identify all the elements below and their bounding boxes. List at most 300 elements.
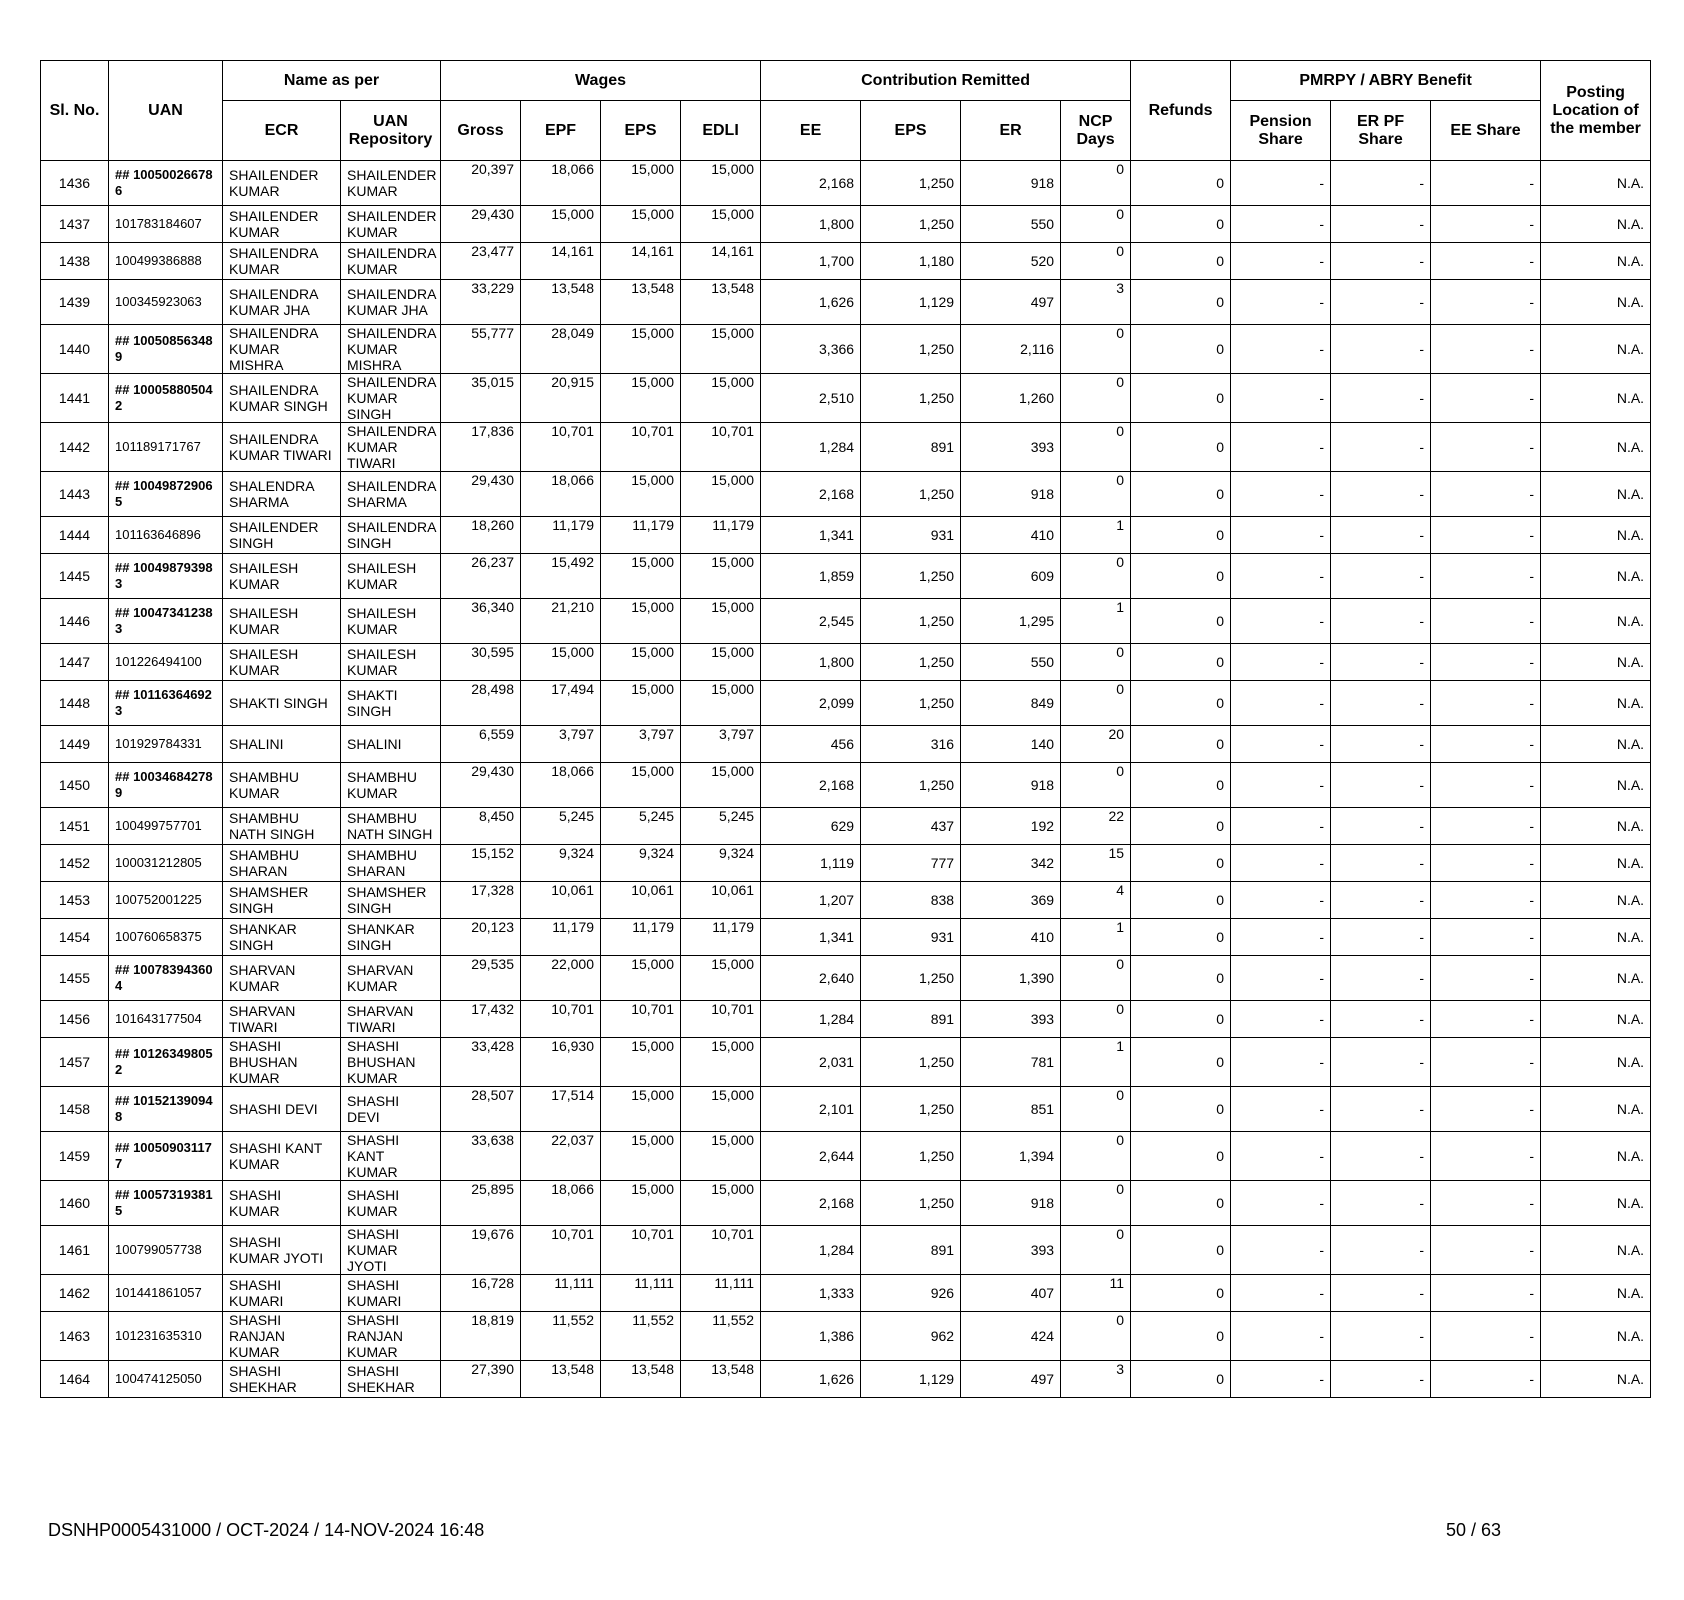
uan-cell: 100474125050 — [109, 1361, 223, 1398]
edli-wages-cell: 15,000 — [681, 374, 761, 423]
gross-wages-cell: 30,595 — [441, 644, 521, 681]
pension-share-cell: - — [1231, 161, 1331, 206]
er-contribution-cell: 369 — [961, 882, 1061, 919]
er-pf-share-cell: - — [1331, 726, 1431, 763]
ncp-days-cell: 0 — [1061, 472, 1131, 517]
document-reference: DSNHP0005431000 / OCT-2024 / 14-NOV-2024 16:48 — [48, 1520, 485, 1540]
eps-wages-cell: 15,000 — [601, 763, 681, 808]
sl-no-cell: 1460 — [41, 1181, 109, 1226]
pension-share-cell: - — [1231, 882, 1331, 919]
eps-wages-cell: 15,000 — [601, 1132, 681, 1181]
er-pf-share-cell: - — [1331, 1275, 1431, 1312]
eps-wages-cell: 13,548 — [601, 1361, 681, 1398]
posting-location-cell: N.A. — [1541, 808, 1651, 845]
er-pf-share-cell: - — [1331, 280, 1431, 325]
er-pf-share-cell: - — [1331, 325, 1431, 374]
posting-location-cell: N.A. — [1541, 1087, 1651, 1132]
eps-contribution-cell: 962 — [861, 1312, 961, 1361]
ncp-days-cell: 0 — [1061, 206, 1131, 243]
ncp-days-cell: 11 — [1061, 1275, 1131, 1312]
ecr-table — [40, 60, 1651, 1398]
ncp-days-cell: 0 — [1061, 644, 1131, 681]
ee-contribution-cell: 629 — [761, 808, 861, 845]
header-ncp-days: NCP Days — [1061, 101, 1131, 161]
posting-location-cell: N.A. — [1541, 763, 1651, 808]
ee-contribution-cell: 2,168 — [761, 763, 861, 808]
epf-wages-cell: 9,324 — [521, 845, 601, 882]
table-row — [41, 763, 1651, 808]
ecr-name-cell: SHASHI KUMARI — [223, 1275, 341, 1312]
edli-wages-cell: 11,111 — [681, 1275, 761, 1312]
ee-contribution-cell: 1,386 — [761, 1312, 861, 1361]
header-pmrpy-abry-benefit: PMRPY / ABRY Benefit — [1231, 61, 1541, 101]
ee-share-cell: - — [1431, 808, 1541, 845]
eps-contribution-cell: 1,250 — [861, 1087, 961, 1132]
epf-wages-cell: 11,179 — [521, 517, 601, 554]
ecr-name-cell: SHARVAN KUMAR — [223, 956, 341, 1001]
table-body — [41, 161, 1651, 1398]
eps-contribution-cell: 926 — [861, 1275, 961, 1312]
posting-location-cell: N.A. — [1541, 726, 1651, 763]
ncp-days-cell: 20 — [1061, 726, 1131, 763]
uan-repository-name-cell: SHAILESH KUMAR — [341, 644, 441, 681]
ee-share-cell: - — [1431, 206, 1541, 243]
er-contribution-cell: 497 — [961, 1361, 1061, 1398]
ecr-name-cell: SHAMBHU NATH SINGH — [223, 808, 341, 845]
eps-wages-cell: 10,061 — [601, 882, 681, 919]
ee-share-cell: - — [1431, 1275, 1541, 1312]
uan-cell: 100752001225 — [109, 882, 223, 919]
posting-location-cell: N.A. — [1541, 956, 1651, 1001]
pension-share-cell: - — [1231, 1038, 1331, 1087]
ee-contribution-cell: 2,545 — [761, 599, 861, 644]
eps-contribution-cell: 1,250 — [861, 763, 961, 808]
table-row — [41, 280, 1651, 325]
er-contribution-cell: 918 — [961, 472, 1061, 517]
posting-location-cell: N.A. — [1541, 472, 1651, 517]
uan-repository-name-cell: SHAILENDRA KUMAR JHA — [341, 280, 441, 325]
eps-wages-cell: 11,179 — [601, 517, 681, 554]
posting-location-cell: N.A. — [1541, 554, 1651, 599]
eps-contribution-cell: 1,250 — [861, 1038, 961, 1087]
table-row — [41, 956, 1651, 1001]
er-pf-share-cell: - — [1331, 956, 1431, 1001]
refunds-cell: 0 — [1131, 644, 1231, 681]
pension-share-cell: - — [1231, 206, 1331, 243]
ee-contribution-cell: 456 — [761, 726, 861, 763]
ee-contribution-cell: 1,626 — [761, 1361, 861, 1398]
pension-share-cell: - — [1231, 1001, 1331, 1038]
ee-contribution-cell: 2,644 — [761, 1132, 861, 1181]
ncp-days-cell: 0 — [1061, 681, 1131, 726]
ncp-days-cell: 0 — [1061, 1132, 1131, 1181]
table-row — [41, 517, 1651, 554]
er-contribution-cell: 393 — [961, 1001, 1061, 1038]
sl-no-cell: 1438 — [41, 243, 109, 280]
uan-cell: 100799057738 — [109, 1226, 223, 1275]
sl-no-cell: 1453 — [41, 882, 109, 919]
er-pf-share-cell: - — [1331, 919, 1431, 956]
eps-wages-cell: 15,000 — [601, 956, 681, 1001]
epf-wages-cell: 10,701 — [521, 423, 601, 472]
sl-no-cell: 1446 — [41, 599, 109, 644]
eps-wages-cell: 15,000 — [601, 1181, 681, 1226]
table-row — [41, 681, 1651, 726]
er-contribution-cell: 424 — [961, 1312, 1061, 1361]
er-contribution-cell: 192 — [961, 808, 1061, 845]
table-header — [41, 61, 1651, 161]
header-sl-no: Sl. No. — [41, 61, 109, 161]
edli-wages-cell: 15,000 — [681, 763, 761, 808]
header-er: ER — [961, 101, 1061, 161]
er-pf-share-cell: - — [1331, 1087, 1431, 1132]
refunds-cell: 0 — [1131, 919, 1231, 956]
ncp-days-cell: 0 — [1061, 1312, 1131, 1361]
ncp-days-cell: 0 — [1061, 243, 1131, 280]
epf-wages-cell: 13,548 — [521, 1361, 601, 1398]
gross-wages-cell: 29,430 — [441, 206, 521, 243]
ecr-name-cell: SHAILENDRA KUMAR SINGH — [223, 374, 341, 423]
sl-no-cell: 1449 — [41, 726, 109, 763]
uan-repository-name-cell: SHAILENDRA SHARMA — [341, 472, 441, 517]
header-eps: EPS — [601, 101, 681, 161]
pension-share-cell: - — [1231, 845, 1331, 882]
er-pf-share-cell: - — [1331, 808, 1431, 845]
er-contribution-cell: 1,295 — [961, 599, 1061, 644]
eps-wages-cell: 15,000 — [601, 554, 681, 599]
pension-share-cell: - — [1231, 919, 1331, 956]
uan-repository-name-cell: SHAILENDRA KUMAR SINGH — [341, 374, 441, 423]
refunds-cell: 0 — [1131, 1275, 1231, 1312]
ncp-days-cell: 0 — [1061, 1087, 1131, 1132]
ncp-days-cell: 1 — [1061, 599, 1131, 644]
ecr-name-cell: SHAILESH KUMAR — [223, 644, 341, 681]
sl-no-cell: 1463 — [41, 1312, 109, 1361]
uan-cell: 101231635310 — [109, 1312, 223, 1361]
er-contribution-cell: 342 — [961, 845, 1061, 882]
eps-wages-cell: 15,000 — [601, 1087, 681, 1132]
uan-cell: ## 10005880504 2 — [109, 374, 223, 423]
ncp-days-cell: 1 — [1061, 1038, 1131, 1087]
table-row — [41, 1361, 1651, 1398]
pension-share-cell: - — [1231, 763, 1331, 808]
eps-contribution-cell: 1,250 — [861, 161, 961, 206]
er-contribution-cell: 2,116 — [961, 325, 1061, 374]
er-contribution-cell: 1,260 — [961, 374, 1061, 423]
pension-share-cell: - — [1231, 1087, 1331, 1132]
ecr-name-cell: SHALENDRA SHARMA — [223, 472, 341, 517]
er-pf-share-cell: - — [1331, 423, 1431, 472]
gross-wages-cell: 36,340 — [441, 599, 521, 644]
gross-wages-cell: 29,430 — [441, 763, 521, 808]
ee-contribution-cell: 1,284 — [761, 423, 861, 472]
ee-contribution-cell: 1,700 — [761, 243, 861, 280]
gross-wages-cell: 23,477 — [441, 243, 521, 280]
refunds-cell: 0 — [1131, 808, 1231, 845]
ecr-name-cell: SHAMBHU SHARAN — [223, 845, 341, 882]
ncp-days-cell: 0 — [1061, 161, 1131, 206]
er-contribution-cell: 1,390 — [961, 956, 1061, 1001]
table-row — [41, 1312, 1651, 1361]
header-uan: UAN — [109, 61, 223, 161]
ecr-name-cell: SHAILENDER KUMAR — [223, 206, 341, 243]
sl-no-cell: 1462 — [41, 1275, 109, 1312]
edli-wages-cell: 3,797 — [681, 726, 761, 763]
epf-wages-cell: 5,245 — [521, 808, 601, 845]
ee-contribution-cell: 2,640 — [761, 956, 861, 1001]
epf-wages-cell: 16,930 — [521, 1038, 601, 1087]
uan-repository-name-cell: SHASHI RANJAN KUMAR — [341, 1312, 441, 1361]
uan-repository-name-cell: SHAMBHU KUMAR — [341, 763, 441, 808]
er-pf-share-cell: - — [1331, 1312, 1431, 1361]
uan-cell: ## 10047341238 3 — [109, 599, 223, 644]
sl-no-cell: 1450 — [41, 763, 109, 808]
gross-wages-cell: 33,638 — [441, 1132, 521, 1181]
eps-contribution-cell: 1,250 — [861, 554, 961, 599]
header-refunds: Refunds — [1131, 61, 1231, 161]
ee-contribution-cell: 2,101 — [761, 1087, 861, 1132]
uan-repository-name-cell: SHARVAN KUMAR — [341, 956, 441, 1001]
ee-contribution-cell: 2,031 — [761, 1038, 861, 1087]
edli-wages-cell: 10,701 — [681, 423, 761, 472]
er-pf-share-cell: - — [1331, 1001, 1431, 1038]
eps-wages-cell: 10,701 — [601, 1226, 681, 1275]
uan-repository-name-cell: SHAMSHER SINGH — [341, 882, 441, 919]
gross-wages-cell: 8,450 — [441, 808, 521, 845]
eps-wages-cell: 10,701 — [601, 423, 681, 472]
uan-cell: 101226494100 — [109, 644, 223, 681]
sl-no-cell: 1441 — [41, 374, 109, 423]
edli-wages-cell: 10,701 — [681, 1001, 761, 1038]
table-row — [41, 325, 1651, 374]
table-row — [41, 599, 1651, 644]
table-row — [41, 472, 1651, 517]
gross-wages-cell: 33,428 — [441, 1038, 521, 1087]
epf-wages-cell: 17,514 — [521, 1087, 601, 1132]
uan-repository-name-cell: SHAILENDER KUMAR — [341, 206, 441, 243]
header-posting-location: Posting Location of the member — [1541, 61, 1651, 161]
epf-wages-cell: 15,492 — [521, 554, 601, 599]
ecr-name-cell: SHASHI KUMAR — [223, 1181, 341, 1226]
table-row — [41, 243, 1651, 280]
eps-wages-cell: 11,552 — [601, 1312, 681, 1361]
eps-wages-cell: 15,000 — [601, 325, 681, 374]
refunds-cell: 0 — [1131, 1087, 1231, 1132]
uan-repository-name-cell: SHASHI KUMAR JYOTI — [341, 1226, 441, 1275]
pension-share-cell: - — [1231, 726, 1331, 763]
gross-wages-cell: 6,559 — [441, 726, 521, 763]
uan-repository-name-cell: SHANKAR SINGH — [341, 919, 441, 956]
pension-share-cell: - — [1231, 517, 1331, 554]
epf-wages-cell: 17,494 — [521, 681, 601, 726]
ecr-name-cell: SHAMSHER SINGH — [223, 882, 341, 919]
gross-wages-cell: 29,535 — [441, 956, 521, 1001]
ee-share-cell: - — [1431, 280, 1541, 325]
uan-cell: 100345923063 — [109, 280, 223, 325]
eps-contribution-cell: 1,129 — [861, 280, 961, 325]
eps-contribution-cell: 1,250 — [861, 325, 961, 374]
ncp-days-cell: 0 — [1061, 423, 1131, 472]
posting-location-cell: N.A. — [1541, 1001, 1651, 1038]
ee-contribution-cell: 1,333 — [761, 1275, 861, 1312]
pension-share-cell: - — [1231, 1226, 1331, 1275]
ncp-days-cell: 0 — [1061, 1181, 1131, 1226]
ecr-name-cell: SHAKTI SINGH — [223, 681, 341, 726]
gross-wages-cell: 19,676 — [441, 1226, 521, 1275]
eps-contribution-cell: 891 — [861, 1226, 961, 1275]
table-row — [41, 644, 1651, 681]
sl-no-cell: 1439 — [41, 280, 109, 325]
gross-wages-cell: 16,728 — [441, 1275, 521, 1312]
gross-wages-cell: 20,123 — [441, 919, 521, 956]
ee-contribution-cell: 2,168 — [761, 1181, 861, 1226]
ee-share-cell: - — [1431, 423, 1541, 472]
header-ee-share: EE Share — [1431, 101, 1541, 161]
refunds-cell: 0 — [1131, 325, 1231, 374]
eps-wages-cell: 14,161 — [601, 243, 681, 280]
edli-wages-cell: 15,000 — [681, 161, 761, 206]
ncp-days-cell: 15 — [1061, 845, 1131, 882]
uan-repository-name-cell: SHAILENDRA KUMAR — [341, 243, 441, 280]
gross-wages-cell: 29,430 — [441, 472, 521, 517]
ee-share-cell: - — [1431, 1001, 1541, 1038]
refunds-cell: 0 — [1131, 1312, 1231, 1361]
uan-cell: ## 10049872906 5 — [109, 472, 223, 517]
eps-wages-cell: 15,000 — [601, 161, 681, 206]
ecr-name-cell: SHAILENDRA KUMAR JHA — [223, 280, 341, 325]
er-contribution-cell: 393 — [961, 423, 1061, 472]
ee-share-cell: - — [1431, 325, 1541, 374]
sl-no-cell: 1443 — [41, 472, 109, 517]
refunds-cell: 0 — [1131, 554, 1231, 599]
pension-share-cell: - — [1231, 325, 1331, 374]
ncp-days-cell: 0 — [1061, 1226, 1131, 1275]
uan-cell: 101163646896 — [109, 517, 223, 554]
page-number: 50 / 63 — [1446, 1520, 1502, 1540]
er-contribution-cell: 609 — [961, 554, 1061, 599]
table-row — [41, 1001, 1651, 1038]
uan-repository-name-cell: SHAILENDRA KUMAR TIWARI — [341, 423, 441, 472]
ncp-days-cell: 3 — [1061, 1361, 1131, 1398]
posting-location-cell: N.A. — [1541, 1361, 1651, 1398]
ee-contribution-cell: 1,284 — [761, 1001, 861, 1038]
uan-cell: ## 10050026678 6 — [109, 161, 223, 206]
ecr-name-cell: SHAILENDER SINGH — [223, 517, 341, 554]
table-row — [41, 1087, 1651, 1132]
epf-wages-cell: 20,915 — [521, 374, 601, 423]
er-pf-share-cell: - — [1331, 1132, 1431, 1181]
er-contribution-cell: 918 — [961, 763, 1061, 808]
epf-wages-cell: 13,548 — [521, 280, 601, 325]
ecr-name-cell: SHAILESH KUMAR — [223, 554, 341, 599]
eps-contribution-cell: 316 — [861, 726, 961, 763]
uan-cell: 100031212805 — [109, 845, 223, 882]
table-row — [41, 1226, 1651, 1275]
epf-wages-cell: 15,000 — [521, 206, 601, 243]
er-contribution-cell: 781 — [961, 1038, 1061, 1087]
pension-share-cell: - — [1231, 599, 1331, 644]
edli-wages-cell: 10,061 — [681, 882, 761, 919]
edli-wages-cell: 11,552 — [681, 1312, 761, 1361]
ecr-name-cell: SHANKAR SINGH — [223, 919, 341, 956]
er-contribution-cell: 140 — [961, 726, 1061, 763]
table-row — [41, 374, 1651, 423]
epf-wages-cell: 18,066 — [521, 1181, 601, 1226]
gross-wages-cell: 28,498 — [441, 681, 521, 726]
sl-no-cell: 1448 — [41, 681, 109, 726]
sl-no-cell: 1436 — [41, 161, 109, 206]
posting-location-cell: N.A. — [1541, 919, 1651, 956]
eps-contribution-cell: 1,250 — [861, 374, 961, 423]
eps-wages-cell: 15,000 — [601, 599, 681, 644]
table-row — [41, 1132, 1651, 1181]
refunds-cell: 0 — [1131, 1038, 1231, 1087]
uan-cell: ## 10034684278 9 — [109, 763, 223, 808]
ncp-days-cell: 0 — [1061, 1001, 1131, 1038]
ecr-name-cell: SHAILENDRA KUMAR MISHRA — [223, 325, 341, 374]
uan-cell: ## 10078394360 4 — [109, 956, 223, 1001]
ee-share-cell: - — [1431, 161, 1541, 206]
refunds-cell: 0 — [1131, 517, 1231, 554]
er-pf-share-cell: - — [1331, 1181, 1431, 1226]
eps-contribution-cell: 777 — [861, 845, 961, 882]
uan-cell: ## 10152139094 8 — [109, 1087, 223, 1132]
er-contribution-cell: 520 — [961, 243, 1061, 280]
ee-contribution-cell: 1,207 — [761, 882, 861, 919]
er-pf-share-cell: - — [1331, 1226, 1431, 1275]
ee-contribution-cell: 1,626 — [761, 280, 861, 325]
posting-location-cell: N.A. — [1541, 1226, 1651, 1275]
posting-location-cell: N.A. — [1541, 517, 1651, 554]
eps-wages-cell: 11,111 — [601, 1275, 681, 1312]
eps-contribution-cell: 1,129 — [861, 1361, 961, 1398]
epf-wages-cell: 3,797 — [521, 726, 601, 763]
eps-wages-cell: 9,324 — [601, 845, 681, 882]
uan-repository-name-cell: SHASHI BHUSHAN KUMAR — [341, 1038, 441, 1087]
ee-share-cell: - — [1431, 956, 1541, 1001]
uan-repository-name-cell: SHASHI KUMAR — [341, 1181, 441, 1226]
ee-contribution-cell: 2,168 — [761, 161, 861, 206]
gross-wages-cell: 18,819 — [441, 1312, 521, 1361]
gross-wages-cell: 27,390 — [441, 1361, 521, 1398]
er-pf-share-cell: - — [1331, 472, 1431, 517]
uan-cell: 101441861057 — [109, 1275, 223, 1312]
pension-share-cell: - — [1231, 554, 1331, 599]
header-contribution-eps: EPS — [861, 101, 961, 161]
eps-wages-cell: 3,797 — [601, 726, 681, 763]
edli-wages-cell: 15,000 — [681, 599, 761, 644]
er-contribution-cell: 407 — [961, 1275, 1061, 1312]
ecr-name-cell: SHASHI KUMAR JYOTI — [223, 1226, 341, 1275]
header-gross: Gross — [441, 101, 521, 161]
ecr-name-cell: SHASHI SHEKHAR — [223, 1361, 341, 1398]
ncp-days-cell: 0 — [1061, 374, 1131, 423]
er-pf-share-cell: - — [1331, 763, 1431, 808]
epf-wages-cell: 18,066 — [521, 472, 601, 517]
edli-wages-cell: 15,000 — [681, 956, 761, 1001]
table-row — [41, 882, 1651, 919]
ecr-name-cell: SHAILESH KUMAR — [223, 599, 341, 644]
ecr-name-cell: SHALINI — [223, 726, 341, 763]
eps-contribution-cell: 1,250 — [861, 472, 961, 517]
ecr-name-cell: SHAILENDRA KUMAR TIWARI — [223, 423, 341, 472]
ee-share-cell: - — [1431, 763, 1541, 808]
ee-share-cell: - — [1431, 1132, 1541, 1181]
header-wages: Wages — [441, 61, 761, 101]
ncp-days-cell: 0 — [1061, 554, 1131, 599]
epf-wages-cell: 22,000 — [521, 956, 601, 1001]
edli-wages-cell: 15,000 — [681, 1087, 761, 1132]
